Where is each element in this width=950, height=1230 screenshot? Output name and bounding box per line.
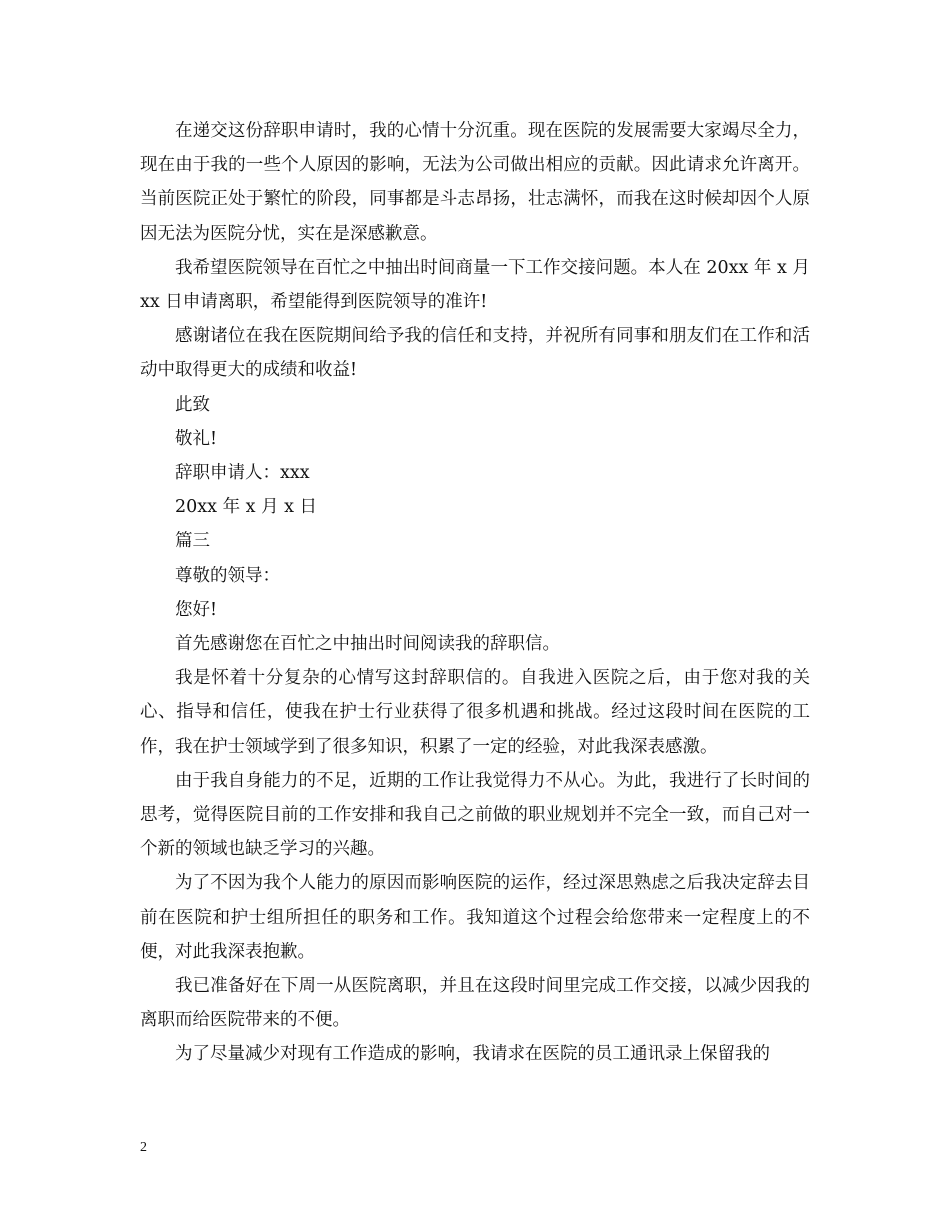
paragraph-2: 我希望医院领导在百忙之中抽出时间商量一下工作交接问题。本人在 20xx 年 x 月 xx 日申请离职，希望能得到医院领导的准许! — [140, 257, 810, 313]
document-body — [140, 114, 810, 1072]
paragraph-9: 为了尽量减少对现有工作造成的影响，我请求在医院的员工通讯录上保留我的 — [175, 1044, 770, 1065]
greeting-hello: 您好! — [175, 599, 218, 620]
paragraph-3: 感谢诸位在我在医院期间给予我的信任和支持，并祝所有同事和朋友们在工作和活动中取得更大的成绩和收益! — [140, 326, 810, 381]
paragraph-7: 为了不因为我个人能力的原因而影响医院的运作，经过深思熟虑之后我决定辞去目前在医院和护士组所担任的职务和工作。我知道这个过程会给您带来一定程度上的不便，对此我深表抱歉。 — [140, 873, 810, 962]
paragraph-4: 首先感谢您在百忙之中抽出时间阅读我的辞职信。 — [175, 634, 560, 655]
paragraph-1: 在递交这份辞职申请时，我的心情十分沉重。现在医院的发展需要大家竭尽全力，现在由于我的一些个人原因的影响，无法为公司做出相应的贡献。因此请求允许离开。当前医院正处于繁忙的阶段，同事都是斗志昂扬，壮志满怀，而我在这时候却因个人原因无法为医院分忧，实在是深感歉意。 — [140, 121, 810, 244]
page-number: 2 — [140, 1140, 147, 1155]
paragraph-6: 由于我自身能力的不足，近期的工作让我觉得力不从心。为此，我进行了长时间的思考，觉得医院目前的工作安排和我自己之前做的职业规划并不完全一致，而自己对一个新的领域也缺乏学习的兴趣。 — [140, 770, 810, 860]
paragraph-8: 我已准备好在下周一从医院离职，并且在这段时间里完成工作交接，以减少因我的离职而给医院带来的不便。 — [140, 976, 810, 1031]
applicant-signature: 辞职申请人：xxx — [175, 463, 310, 484]
closing-regards: 敬礼! — [175, 428, 218, 449]
closing-salutation: 此致 — [175, 394, 210, 415]
paragraph-5: 我是怀着十分复杂的心情写这封辞职信的。自我进入医院之后，由于您对我的关心、指导和信任，使我在护士行业获得了很多机遇和挑战。经过这段时间在医院的工作，我在护士领域学到了很多知识，积累了一定的经验，对此我深表感激。 — [140, 668, 810, 757]
letter-date: 20xx 年 x 月 x 日 — [175, 497, 318, 518]
greeting-recipient: 尊敬的领导： — [175, 565, 280, 586]
section-heading: 篇三 — [175, 531, 210, 552]
